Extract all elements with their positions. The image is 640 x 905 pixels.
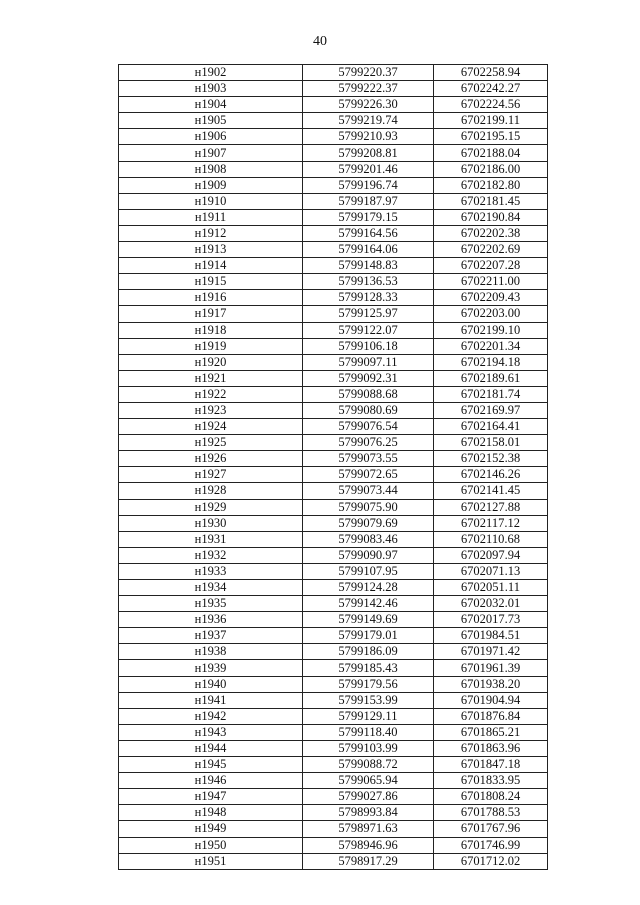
x-coordinate-cell: 5799148.83	[303, 258, 434, 274]
y-coordinate-cell: 6702127.88	[434, 499, 548, 515]
x-coordinate-cell: 5799187.97	[303, 193, 434, 209]
table-row	[119, 531, 548, 547]
point-id-cell: н1923	[119, 402, 303, 418]
table-row	[119, 338, 548, 354]
x-coordinate-cell: 5799179.15	[303, 209, 434, 225]
y-coordinate-cell: 6702195.15	[434, 129, 548, 145]
point-id-cell: н1918	[119, 322, 303, 338]
table-row	[119, 724, 548, 740]
x-coordinate-cell: 5799153.99	[303, 692, 434, 708]
y-coordinate-cell: 6701788.53	[434, 805, 548, 821]
point-id-cell: н1907	[119, 145, 303, 161]
point-id-cell: н1928	[119, 483, 303, 499]
y-coordinate-cell: 6701961.39	[434, 660, 548, 676]
table-row	[119, 370, 548, 386]
table-row	[119, 692, 548, 708]
y-coordinate-cell: 6702117.12	[434, 515, 548, 531]
table-row	[119, 708, 548, 724]
table-row	[119, 853, 548, 869]
point-id-cell: н1927	[119, 467, 303, 483]
table-row	[119, 209, 548, 225]
point-id-cell: н1903	[119, 81, 303, 97]
x-coordinate-cell: 5799088.68	[303, 386, 434, 402]
x-coordinate-cell: 5799136.53	[303, 274, 434, 290]
y-coordinate-cell: 6702169.97	[434, 402, 548, 418]
point-id-cell: н1911	[119, 209, 303, 225]
point-id-cell: н1930	[119, 515, 303, 531]
y-coordinate-cell: 6702258.94	[434, 65, 548, 81]
table-row	[119, 193, 548, 209]
point-id-cell: н1925	[119, 435, 303, 451]
x-coordinate-cell: 5799072.65	[303, 467, 434, 483]
y-coordinate-cell: 6702181.45	[434, 193, 548, 209]
point-id-cell: н1929	[119, 499, 303, 515]
point-id-cell: н1948	[119, 805, 303, 821]
point-id-cell: н1909	[119, 177, 303, 193]
point-id-cell: н1921	[119, 370, 303, 386]
point-id-cell: н1914	[119, 258, 303, 274]
x-coordinate-cell: 5799164.06	[303, 242, 434, 258]
table-row	[119, 258, 548, 274]
table-row	[119, 225, 548, 241]
table-row	[119, 628, 548, 644]
y-coordinate-cell: 6701971.42	[434, 644, 548, 660]
x-coordinate-cell: 5798917.29	[303, 853, 434, 869]
table-row	[119, 757, 548, 773]
y-coordinate-cell: 6701712.02	[434, 853, 548, 869]
table-row	[119, 547, 548, 563]
page-number: 40	[313, 34, 327, 49]
table-row	[119, 789, 548, 805]
y-coordinate-cell: 6702224.56	[434, 97, 548, 113]
table-row	[119, 290, 548, 306]
x-coordinate-cell: 5799088.72	[303, 757, 434, 773]
y-coordinate-cell: 6702199.11	[434, 113, 548, 129]
point-id-cell: н1931	[119, 531, 303, 547]
table-row	[119, 81, 548, 97]
table-row	[119, 515, 548, 531]
point-id-cell: н1936	[119, 612, 303, 628]
y-coordinate-cell: 6702242.27	[434, 81, 548, 97]
x-coordinate-cell: 5799076.54	[303, 419, 434, 435]
y-coordinate-cell: 6701847.18	[434, 757, 548, 773]
table-row	[119, 451, 548, 467]
y-coordinate-cell: 6701808.24	[434, 789, 548, 805]
y-coordinate-cell: 6702164.41	[434, 419, 548, 435]
y-coordinate-cell: 6702110.68	[434, 531, 548, 547]
table-row	[119, 322, 548, 338]
point-id-cell: н1947	[119, 789, 303, 805]
y-coordinate-cell: 6702201.34	[434, 338, 548, 354]
point-id-cell: н1917	[119, 306, 303, 322]
table-row	[119, 467, 548, 483]
x-coordinate-cell: 5799092.31	[303, 370, 434, 386]
point-id-cell: н1926	[119, 451, 303, 467]
x-coordinate-cell: 5799083.46	[303, 531, 434, 547]
table-row	[119, 386, 548, 402]
x-coordinate-cell: 5799118.40	[303, 724, 434, 740]
x-coordinate-cell: 5799149.69	[303, 612, 434, 628]
table-row	[119, 773, 548, 789]
x-coordinate-cell: 5799124.28	[303, 580, 434, 596]
point-id-cell: н1904	[119, 97, 303, 113]
point-id-cell: н1912	[119, 225, 303, 241]
y-coordinate-cell: 6702189.61	[434, 370, 548, 386]
x-coordinate-cell: 5799222.37	[303, 81, 434, 97]
y-coordinate-cell: 6702186.00	[434, 161, 548, 177]
point-id-cell: н1944	[119, 740, 303, 756]
x-coordinate-cell: 5799079.69	[303, 515, 434, 531]
y-coordinate-cell: 6702202.38	[434, 225, 548, 241]
table-row	[119, 65, 548, 81]
point-id-cell: н1941	[119, 692, 303, 708]
y-coordinate-cell: 6702097.94	[434, 547, 548, 563]
x-coordinate-cell: 5799179.01	[303, 628, 434, 644]
x-coordinate-cell: 5798971.63	[303, 821, 434, 837]
x-coordinate-cell: 5799196.74	[303, 177, 434, 193]
y-coordinate-cell: 6702051.11	[434, 580, 548, 596]
point-id-cell: н1906	[119, 129, 303, 145]
y-coordinate-cell: 6701767.96	[434, 821, 548, 837]
table-row	[119, 483, 548, 499]
table-row	[119, 580, 548, 596]
table-row	[119, 242, 548, 258]
point-id-cell: н1924	[119, 419, 303, 435]
point-id-cell: н1938	[119, 644, 303, 660]
table-row	[119, 837, 548, 853]
x-coordinate-cell: 5799097.11	[303, 354, 434, 370]
x-coordinate-cell: 5799122.07	[303, 322, 434, 338]
table-row	[119, 499, 548, 515]
table-row	[119, 402, 548, 418]
table-row	[119, 161, 548, 177]
point-id-cell: н1902	[119, 65, 303, 81]
y-coordinate-cell: 6702182.80	[434, 177, 548, 193]
table-row	[119, 805, 548, 821]
x-coordinate-cell: 5799090.97	[303, 547, 434, 563]
point-id-cell: н1943	[119, 724, 303, 740]
y-coordinate-cell: 6701904.94	[434, 692, 548, 708]
point-id-cell: н1915	[119, 274, 303, 290]
y-coordinate-cell: 6702158.01	[434, 435, 548, 451]
point-id-cell: н1935	[119, 596, 303, 612]
point-id-cell: н1950	[119, 837, 303, 853]
table-row	[119, 821, 548, 837]
x-coordinate-cell: 5798946.96	[303, 837, 434, 853]
y-coordinate-cell: 6702199.10	[434, 322, 548, 338]
point-id-cell: н1905	[119, 113, 303, 129]
x-coordinate-cell: 5799107.95	[303, 563, 434, 579]
table-row	[119, 145, 548, 161]
point-id-cell: н1949	[119, 821, 303, 837]
x-coordinate-cell: 5799027.86	[303, 789, 434, 805]
point-id-cell: н1919	[119, 338, 303, 354]
x-coordinate-cell: 5799125.97	[303, 306, 434, 322]
table-row	[119, 435, 548, 451]
x-coordinate-cell: 5799186.09	[303, 644, 434, 660]
table-row	[119, 563, 548, 579]
table-row	[119, 676, 548, 692]
table-row	[119, 113, 548, 129]
y-coordinate-cell: 6701984.51	[434, 628, 548, 644]
y-coordinate-cell: 6702071.13	[434, 563, 548, 579]
point-id-cell: н1920	[119, 354, 303, 370]
point-id-cell: н1916	[119, 290, 303, 306]
coordinates-table-body	[119, 65, 548, 870]
y-coordinate-cell: 6701938.20	[434, 676, 548, 692]
table-row	[119, 419, 548, 435]
x-coordinate-cell: 5799106.18	[303, 338, 434, 354]
x-coordinate-cell: 5799179.56	[303, 676, 434, 692]
point-id-cell: н1937	[119, 628, 303, 644]
table-row	[119, 596, 548, 612]
x-coordinate-cell: 5799073.44	[303, 483, 434, 499]
y-coordinate-cell: 6702146.26	[434, 467, 548, 483]
x-coordinate-cell: 5799164.56	[303, 225, 434, 241]
x-coordinate-cell: 5799080.69	[303, 402, 434, 418]
y-coordinate-cell: 6702202.69	[434, 242, 548, 258]
point-id-cell: н1942	[119, 708, 303, 724]
y-coordinate-cell: 6702141.45	[434, 483, 548, 499]
point-id-cell: н1908	[119, 161, 303, 177]
point-id-cell: н1913	[119, 242, 303, 258]
y-coordinate-cell: 6702203.00	[434, 306, 548, 322]
point-id-cell: н1922	[119, 386, 303, 402]
x-coordinate-cell: 5799226.30	[303, 97, 434, 113]
x-coordinate-cell: 5798993.84	[303, 805, 434, 821]
point-id-cell: н1951	[119, 853, 303, 869]
point-id-cell: н1939	[119, 660, 303, 676]
x-coordinate-cell: 5799129.11	[303, 708, 434, 724]
y-coordinate-cell: 6701865.21	[434, 724, 548, 740]
y-coordinate-cell: 6702207.28	[434, 258, 548, 274]
table-row	[119, 740, 548, 756]
x-coordinate-cell: 5799201.46	[303, 161, 434, 177]
x-coordinate-cell: 5799075.90	[303, 499, 434, 515]
point-id-cell: н1940	[119, 676, 303, 692]
y-coordinate-cell: 6702181.74	[434, 386, 548, 402]
x-coordinate-cell: 5799219.74	[303, 113, 434, 129]
x-coordinate-cell: 5799073.55	[303, 451, 434, 467]
y-coordinate-cell: 6702211.00	[434, 274, 548, 290]
y-coordinate-cell: 6702190.84	[434, 209, 548, 225]
table-row	[119, 129, 548, 145]
x-coordinate-cell: 5799128.33	[303, 290, 434, 306]
table-row	[119, 660, 548, 676]
y-coordinate-cell: 6702209.43	[434, 290, 548, 306]
table-row	[119, 644, 548, 660]
point-id-cell: н1945	[119, 757, 303, 773]
table-row	[119, 97, 548, 113]
y-coordinate-cell: 6701863.96	[434, 740, 548, 756]
y-coordinate-cell: 6701833.95	[434, 773, 548, 789]
coordinates-table	[118, 64, 548, 870]
x-coordinate-cell: 5799210.93	[303, 129, 434, 145]
y-coordinate-cell: 6702032.01	[434, 596, 548, 612]
table-row	[119, 354, 548, 370]
point-id-cell: н1946	[119, 773, 303, 789]
point-id-cell: н1910	[119, 193, 303, 209]
table-row	[119, 177, 548, 193]
y-coordinate-cell: 6702194.18	[434, 354, 548, 370]
y-coordinate-cell: 6701876.84	[434, 708, 548, 724]
x-coordinate-cell: 5799065.94	[303, 773, 434, 789]
x-coordinate-cell: 5799185.43	[303, 660, 434, 676]
table-row	[119, 306, 548, 322]
x-coordinate-cell: 5799103.99	[303, 740, 434, 756]
point-id-cell: н1933	[119, 563, 303, 579]
y-coordinate-cell: 6701746.99	[434, 837, 548, 853]
point-id-cell: н1932	[119, 547, 303, 563]
y-coordinate-cell: 6702017.73	[434, 612, 548, 628]
table-row	[119, 274, 548, 290]
x-coordinate-cell: 5799142.46	[303, 596, 434, 612]
x-coordinate-cell: 5799076.25	[303, 435, 434, 451]
y-coordinate-cell: 6702188.04	[434, 145, 548, 161]
x-coordinate-cell: 5799220.37	[303, 65, 434, 81]
table-row	[119, 612, 548, 628]
y-coordinate-cell: 6702152.38	[434, 451, 548, 467]
x-coordinate-cell: 5799208.81	[303, 145, 434, 161]
point-id-cell: н1934	[119, 580, 303, 596]
